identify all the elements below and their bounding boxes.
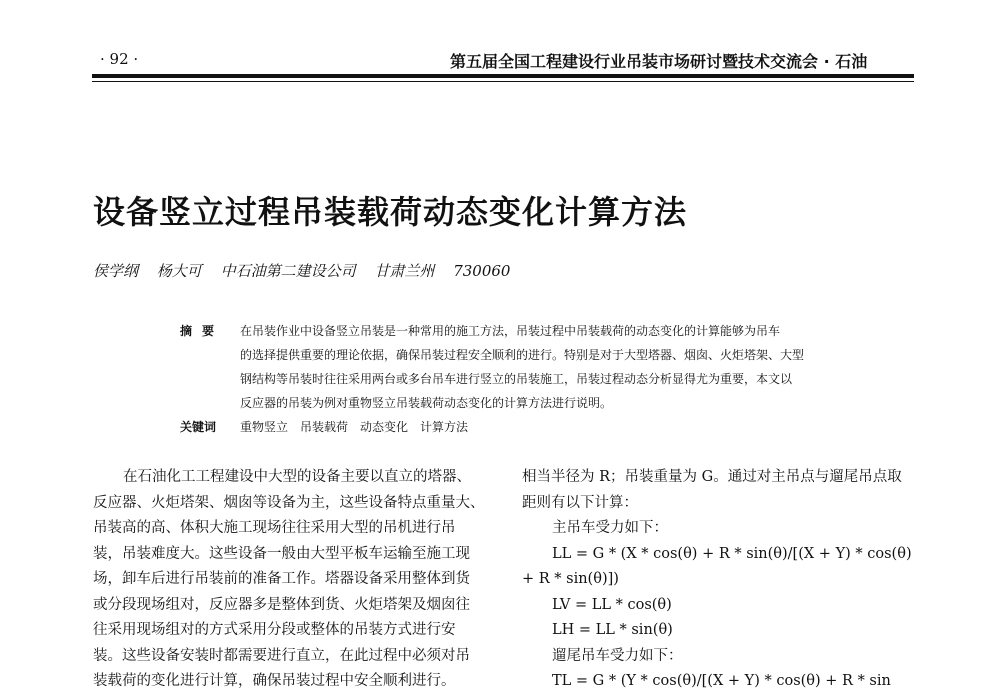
keywords-label: 关键词 <box>180 420 217 434</box>
paper-title: 设备竖立过程吊装载荷动态变化计算方法 <box>93 193 688 231</box>
body-line: 反应器、火炬塔架、烟囱等设备为主，这些设备特点重量大、 <box>93 494 485 511</box>
body-column-right <box>522 465 922 695</box>
author-2: 杨大可 <box>156 262 202 280</box>
page-number: · 92 · <box>100 50 139 68</box>
formula-line: LL = G * (X * cos(θ) + R * sin(θ)/[(X + Y) * cos(θ) <box>552 545 912 562</box>
body-line: 往采用现场组对的方式采用分段或整体的吊装方式进行安 <box>93 622 456 638</box>
abstract-label: 摘要 <box>180 324 225 338</box>
abstract-line: 钢结构等吊装时往往采用两台或多台吊车进行竖立的吊装施工，吊装过程动态分析显得尤为重要，本文以 <box>240 372 793 386</box>
body-line: 装，吊装难度大。这些设备一般由大型平板车运输至施工现 <box>93 545 470 562</box>
postal-code: 730060 <box>453 262 511 280</box>
body-column-left <box>93 465 503 695</box>
affiliation: 中石油第二建设公司 <box>220 262 356 280</box>
body-line: 装载荷的变化进行计算，确保吊装过程中安全顺利进行。 <box>93 673 456 689</box>
formula-line: LH = LL * sin(θ) <box>552 622 673 638</box>
formula-line: + R * sin(θ)]) <box>522 571 619 587</box>
header-rule-thick <box>92 74 914 78</box>
location: 甘肃兰州 <box>374 262 435 280</box>
body-line: 主吊车受力如下： <box>552 520 668 536</box>
running-title: 第五届全国工程建设行业吊装市场研讨暨技术交流会 · 石油 <box>450 52 868 71</box>
author-line <box>93 260 524 281</box>
abstract-line: 在吊装作业中设备竖立吊装是一种常用的施工方法，吊装过程中吊装载荷的动态变化的计算能够为吊车 <box>240 324 781 338</box>
body-line: 吊装高的高、体积大施工现场往往采用大型的吊机进行吊 <box>93 520 456 536</box>
abstract-line: 反应器的吊装为例对重物竖立吊装载荷动态变化的计算方法进行说明。 <box>240 396 613 410</box>
header-rule-thin <box>92 81 914 82</box>
keywords: 重物竖立 吊装载荷 动态变化 计算方法 <box>240 420 469 434</box>
formula-line: TL = G * (Y * cos(θ)/[(X + Y) * cos(θ) + R * sin <box>552 673 891 689</box>
author-1: 侯学纲 <box>93 262 139 280</box>
body-line: 遛尾吊车受力如下： <box>552 647 683 664</box>
body-line: 装。这些设备安装时都需要进行直立，在此过程中必须对吊 <box>93 647 470 664</box>
abstract-line: 的选择提供重要的理论依据，确保吊装过程安全顺利的进行。特别是对于大型塔器、烟囱、火炬塔架、大型 <box>240 348 805 362</box>
body-line: 或分段现场组对，反应器多是整体到货、火炬塔架及烟囱往 <box>93 596 470 613</box>
formula-line: LV = LL * cos(θ) <box>552 596 672 613</box>
body-line: 距则有以下计算： <box>522 494 638 511</box>
body-line: 场，卸车后进行吊装前的准备工作。塔器设备采用整体到货 <box>93 571 470 587</box>
body-line: 相当半径为 R；吊装重量为 G。通过对主吊点与遛尾吊点取 <box>522 469 902 485</box>
body-line: 在石油化工工程建设中大型的设备主要以直立的塔器、 <box>123 469 471 485</box>
